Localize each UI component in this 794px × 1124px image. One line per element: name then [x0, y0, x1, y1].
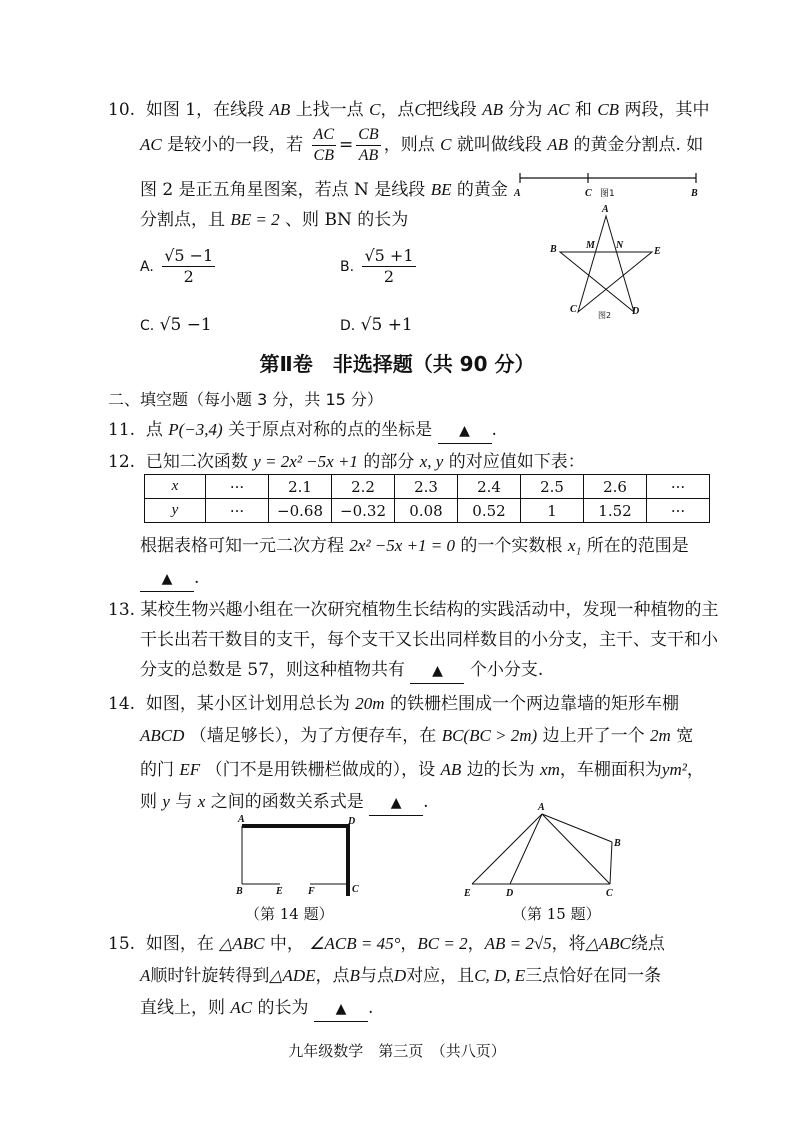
- q14-ab: AB: [440, 760, 462, 779]
- q14-ym: ym²: [661, 760, 687, 779]
- golden-ratio-left: $\frac{AC}{CB}$: [313, 126, 334, 164]
- q10-number: 10.: [108, 100, 136, 120]
- table-cell: 2.4: [458, 475, 521, 499]
- q10-text: 分割点，且: [140, 210, 225, 230]
- q14-ef: EF: [179, 760, 201, 779]
- q10-option-c: [140, 313, 212, 338]
- q10-be: BE: [430, 180, 452, 199]
- q14-line2: [140, 724, 693, 748]
- table-cell: 0.52: [458, 499, 521, 523]
- q12-value-table: [144, 474, 710, 523]
- q12-vars: x, y: [419, 452, 444, 471]
- q10-ab: AB: [269, 100, 291, 119]
- q13-line1: [108, 598, 718, 622]
- q12-line1: [108, 450, 585, 474]
- q10-option-b: [340, 246, 419, 287]
- table-cell: 1: [521, 499, 584, 523]
- fig1-label-b: B: [691, 188, 698, 199]
- fig2-label-b: B: [550, 244, 557, 255]
- fig14-label-f: F: [308, 886, 315, 897]
- q14-y: y: [162, 792, 170, 811]
- q10-option-d: [340, 313, 413, 338]
- q10-text: 就叫做线段: [456, 135, 542, 155]
- table-cell: 2.3: [395, 475, 458, 499]
- q10-text: 如图 1，在线段: [145, 100, 265, 120]
- q14-door-width: 2m: [650, 726, 671, 745]
- q15-end: .: [367, 998, 374, 1018]
- q11-text: 关于原点对称的点的坐标是: [228, 420, 433, 440]
- q15-text: 绕点: [630, 934, 665, 954]
- option-b-fraction: $\frac{√5 +1}{2}$: [364, 246, 414, 286]
- q15-text: 对应，且: [406, 966, 475, 986]
- q10-c: C: [369, 100, 381, 119]
- q11-number: 11.: [108, 420, 136, 440]
- q12-end: .: [194, 568, 200, 588]
- q12-function: y = 2x² −5x +1: [253, 452, 358, 471]
- q13-text: 分支的总数是 57，则这种植物共有: [140, 660, 406, 680]
- q15-text: 的长为: [257, 998, 309, 1018]
- figure15-triangles: [458, 800, 628, 900]
- figure2-pentagram: [548, 200, 678, 324]
- fig14-label-b: B: [236, 886, 243, 897]
- part2-heading: 第Ⅱ卷 非选择题（共 90 分）: [259, 352, 535, 376]
- option-d-value: √5 +1: [360, 315, 413, 335]
- q10-option-a: [140, 246, 218, 287]
- q15-text: 直线上，则: [140, 998, 225, 1018]
- table-row-x: [145, 475, 710, 499]
- q10-text: 和: [574, 100, 592, 120]
- q15-ac: AC: [230, 998, 253, 1017]
- q10-text: 图 2 是正五角星图案，若点 N 是线段: [140, 180, 426, 200]
- q14-text: 与: [175, 792, 193, 812]
- q15-line1: [108, 932, 665, 956]
- q14-text: ，车棚面积为: [559, 760, 662, 780]
- q14-x: x: [197, 792, 206, 811]
- q14-text: （墙足够长），为了方便存车，在: [189, 726, 437, 746]
- q13-text: 某校生物兴趣小组在一次研究植物生长结构的实践活动中，发现一种植物的主: [140, 600, 719, 620]
- q14-text: 边上开了一个: [542, 726, 645, 746]
- fig15-label-e: E: [464, 888, 471, 899]
- q10-text: 把线段: [425, 100, 477, 120]
- q12-number: 12.: [108, 452, 136, 472]
- q15-triangle-abc: △ABC: [585, 934, 631, 953]
- q14-text: 边的长为: [466, 760, 535, 780]
- q12-line3: [140, 566, 199, 592]
- q15-text: 与点: [359, 966, 394, 986]
- q15-bc: BC = 2: [417, 934, 468, 953]
- q13-line3: [140, 658, 543, 684]
- q15-angle: ∠ACB = 45°: [309, 934, 401, 953]
- fig2-label-a: A: [602, 204, 609, 215]
- fig14-label-e: E: [276, 886, 283, 897]
- q10-text: 的黄金: [456, 180, 508, 200]
- table-cell: 0.08: [395, 499, 458, 523]
- q12-equation: 2x² −5x +1 = 0: [349, 536, 456, 555]
- q10-text: 分为: [508, 100, 543, 120]
- q11-blank[interactable]: ▲: [438, 419, 492, 444]
- q11: [108, 418, 497, 444]
- section2-heading: 二、填空题（每小题 3 分，共 15 分）: [108, 390, 383, 409]
- golden-ratio-right: $\frac{CB}{AB}$: [358, 126, 379, 164]
- q14-xm: xm: [540, 760, 560, 779]
- q14-length: 20m: [355, 694, 385, 713]
- table-cell: 2.6: [584, 475, 647, 499]
- q10-text: 两段，其中: [624, 100, 710, 120]
- q12-text: 所在的范围是: [586, 536, 689, 556]
- fig2-label-e: E: [654, 246, 661, 257]
- option-label: D.: [340, 318, 356, 334]
- q10-text: 是较小的一段，若: [167, 135, 304, 155]
- fig1-label-c: C: [585, 188, 592, 199]
- q15-cde: C, D, E: [474, 966, 526, 985]
- q10-text: ，点: [380, 100, 415, 120]
- option-label: A.: [140, 259, 154, 275]
- table-cell: y: [145, 499, 206, 523]
- q10-cb: CB: [597, 100, 620, 119]
- table-cell: ···: [647, 475, 710, 499]
- q10-text: 上找一点: [295, 100, 364, 120]
- q12-text: 的部分: [363, 452, 415, 472]
- q13-number: 13.: [108, 600, 136, 620]
- fig2-label-m: M: [586, 240, 595, 251]
- fig14-label-a: A: [238, 814, 245, 825]
- table-cell: 2.2: [332, 475, 395, 499]
- q10-line4: [140, 208, 408, 232]
- fig2-label-n: N: [616, 240, 624, 251]
- q10-line3: [140, 178, 508, 202]
- q10-line2: AC 是较小的一段，若 $\frac{AC}{CB}$ = $\frac{CB}{AB}$ ，则点 C 就叫做线段 AB 的黄金分割点. 如: [140, 126, 704, 164]
- fig2-label-d: D: [632, 306, 640, 317]
- q15-text: 三点恰好在同一条: [525, 966, 662, 986]
- q15-blank[interactable]: ▲: [314, 997, 368, 1022]
- q14-text: 之间的函数关系式是: [210, 792, 364, 812]
- q14-line1: [108, 692, 679, 716]
- q13-line2: 干长出若干数目的支干，每个支干又长出同样数目的小分支，主干、支干和小: [140, 630, 718, 650]
- option-label: C.: [140, 318, 155, 334]
- table-cell: −0.32: [332, 499, 395, 523]
- q15-a: A: [140, 966, 151, 985]
- q12-root: x₁: [567, 536, 582, 555]
- q15-line2: [140, 964, 661, 988]
- fig15-label-c: C: [606, 888, 613, 899]
- table-cell: −0.68: [269, 499, 332, 523]
- option-label: B.: [340, 259, 355, 275]
- q11-text: 点: [145, 420, 163, 440]
- page-footer: 九年级数学 第三页 （共八页）: [288, 1042, 506, 1060]
- figure14-fence: [228, 812, 368, 902]
- fig2-label-c: C: [570, 304, 577, 315]
- q14-end: .: [423, 792, 429, 812]
- q15-line3: [140, 996, 373, 1022]
- fig2-caption: 图2: [598, 311, 612, 320]
- q10-c: C: [440, 135, 452, 154]
- q10-be-eq: BE = 2: [230, 210, 280, 229]
- q14-text: 的铁栅栏围成一个两边靠墙的矩形车棚: [389, 694, 679, 714]
- figure15-caption: （第 15 题）: [512, 905, 601, 923]
- q10-ab: AB: [547, 135, 569, 154]
- q14-text: 的门: [140, 760, 174, 780]
- q11-end: .: [491, 420, 497, 440]
- q13-blank[interactable]: ▲: [410, 659, 464, 684]
- q10-text: 、则 BN 的长为: [285, 210, 409, 230]
- table-cell: 1.52: [584, 499, 647, 523]
- q14-text: ，: [686, 760, 704, 780]
- q10-text: 的黄金分割点. 如: [573, 135, 704, 155]
- q15-d: D: [393, 966, 407, 985]
- option-a-fraction: $\frac{√5 -1}{2}$: [164, 246, 214, 286]
- q12-line2: [140, 534, 689, 558]
- q14-blank[interactable]: ▲: [369, 791, 423, 816]
- fig1-label-a: A: [514, 188, 521, 199]
- q12-text: 已知二次函数: [145, 452, 248, 472]
- q15-text: ，点: [315, 966, 350, 986]
- q14-text: 如图，某小区计划用总长为: [145, 694, 350, 714]
- table-row-y: [145, 499, 710, 523]
- fig15-label-a: A: [538, 802, 545, 813]
- q15-text: 中，: [269, 934, 304, 954]
- option-c-value: √5 −1: [159, 315, 212, 335]
- q14-text: 则: [140, 792, 157, 812]
- q12-text: 根据表格可知一元二次方程: [140, 536, 344, 556]
- q10-ac: AC: [547, 100, 570, 119]
- table-cell: 2.5: [521, 475, 584, 499]
- q10-ab: AB: [482, 100, 503, 119]
- q15-triangle-abc: △ABC: [219, 934, 265, 953]
- q15-text: ，: [467, 934, 485, 954]
- q10-text: ，则点: [383, 135, 435, 155]
- q15-text: 如图，在: [145, 934, 214, 954]
- q15-text: ，: [400, 934, 418, 954]
- table-cell: x: [145, 475, 206, 499]
- q12-blank[interactable]: ▲: [140, 567, 194, 592]
- q14-text: 宽: [676, 726, 694, 746]
- q10-c: C: [414, 100, 426, 119]
- q14-bc: BC(BC > 2m): [441, 726, 538, 745]
- table-cell: ···: [206, 475, 269, 499]
- fig15-label-d: D: [506, 888, 514, 899]
- q15-text: ，将: [551, 934, 586, 954]
- table-cell: ···: [647, 499, 710, 523]
- figure1-segment: [508, 168, 708, 200]
- q15-number: 15.: [108, 934, 136, 954]
- q15-triangle-ade: △ADE: [269, 966, 316, 985]
- fig14-label-d: D: [348, 816, 356, 827]
- q12-text: 的一个实数根: [460, 536, 563, 556]
- q14-number: 14.: [108, 694, 136, 714]
- q13-text: 个小分支.: [469, 660, 544, 680]
- q14-line3: [140, 758, 704, 782]
- q15-text: 顺时针旋转得到: [150, 966, 270, 986]
- q14-text: （门不是用铁栅栏做成的），设: [205, 760, 436, 780]
- q15-ab: AB = 2√5: [484, 934, 552, 953]
- q11-point: P(−3,4): [168, 420, 223, 439]
- figure14-caption: （第 14 题）: [245, 905, 334, 923]
- q15-b: B: [349, 966, 360, 985]
- q14-abcd: ABCD: [140, 726, 185, 745]
- fig14-label-c: C: [352, 884, 359, 895]
- q12-text: 的对应值如下表：: [448, 452, 585, 472]
- q10-ac: AC: [140, 135, 162, 154]
- fig1-caption: 图1: [600, 189, 615, 199]
- table-cell: 2.1: [269, 475, 332, 499]
- fig15-label-b: B: [614, 838, 621, 849]
- q10-line1: [108, 98, 709, 122]
- table-cell: ···: [206, 499, 269, 523]
